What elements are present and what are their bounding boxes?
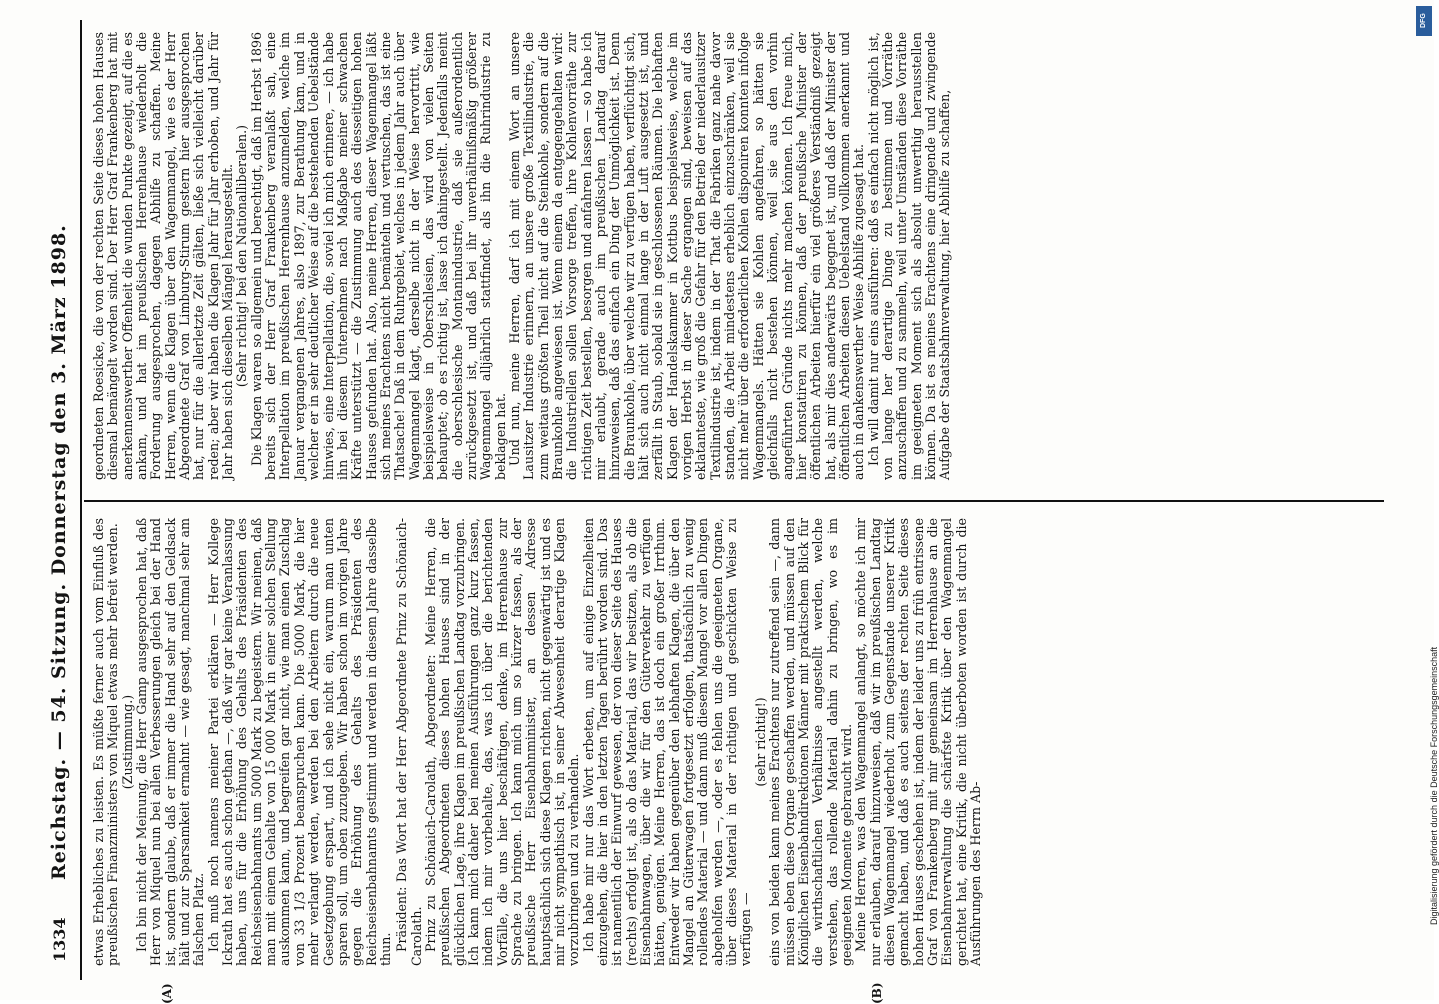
left-column (92, 518, 1382, 966)
paragraph: Ich will damit nur eins ausführen: daß es einfach nicht möglich ist, von lange her derartige Dinge zu bestimmen und Vorräthe anzuschaffen und zu sammeln, weil unter Umständen diese Vorräthe im geeigneten Moment sich als absolut unwerthig herausstellen können. Da ist es meines Erachtens eine dringende und zwingende Aufgabe der Staatsbahnverwaltung, hier Abhilfe zu schaffen, (867, 32, 953, 480)
column-rule (84, 500, 1384, 502)
page-number: 1334 (50, 917, 69, 962)
speaker-paragraph: Präsident: Das Wort hat der Herr Abgeordnete Prinz zu Schönaich-Carolath. (395, 518, 424, 966)
paragraph: Meine Herren, was den Wagenmangel anlangt, so möchte ich mir nur erlauben, darauf hinzuweisen, daß wir im preußischen Landtag diesen Wagenmangel wiederholt zum Gegenstande unserer Kritik gemacht haben, und daß es auch seitens der rechten Seite dieses hohen Hauses geschehen ist, indem der leider uns zu früh entrissene Graf von Frankenberg mit mir gemeinsam im Herrenhause an die Eisenbahnverwaltung die schärfste Kritik über den Wagenmangel gerichtet hat, eine Kritik, die nicht überboten worden ist durch die Ausführungen des Herrn Ab- (854, 518, 983, 966)
header-rule (80, 20, 82, 980)
paragraph: Ich muß noch namens meiner Partei erklären — Herr Kollege Ickrath hat es auch schon gethan —, daß wir gar keine Veranlassung haben, uns für die Erhöhung des Gehalts des Präsidenten des Reichseisenbahnamts um 5000 Mark zu begeistern. Wir meinen, daß man mit einem Gehalte von 15 000 Mark in einer solchen Stellung auskommen kann, und begreifen gar nicht, wie man einen Zuschlag von 33 1/3 Prozent beanspruchen kann. Die 5000 Mark, die hier mehr verlangt werden, werden bei den Arbeitern durch die neue Gesetzgebung erspart, und ich sehe nicht ein, warum man unten sparen soll, um oben zuzugeben. Wir haben schon im vorigen Jahre gegen die Erhöhung des Gehalts des Präsidenten des Reichseisenbahnamts gestimmt und werden in diesem Jahre dasselbe thun. (207, 518, 393, 966)
paragraph: Ich habe mir nur das Wort erbeten, um auf einige Einzelheiten einzugehen, die hier in den letzten Tagen berührt worden sind. Das ist namentlich der Einwurf gewesen, der von dieser Seite des Hauses (rechts) erfolgt ist, als ob das Material, das wir besitzen, als ob die Eisenbahnwagen, über die wir für den Güterverkehr zu verfügen hätten, genügen. Meine Herren, das ist doch ein großer Irrthum. Entweder wir haben gegenüber den lebhaften Klagen, die über den Mangel an Güterwagen fortgesetzt erfolgen, thatsächlich zu wenig rollendes Material — und dann muß diesem Mangel vor allen Dingen abgeholfen werden —, oder es fehlen uns die geeigneten Organe, über dieses Material in der richtigen und geschickten Weise zu verfügen — (582, 518, 754, 966)
paragraph: geordneten Roesicke, die von der rechten Seite dieses hohen Hauses diesmal bemängelt worden sind. Der Herr Graf Frankenberg hat mit anerkennenswerther Offenheit die wunden Punkte gezeigt, auf die es ankam, und hat im preußischen Herrenhause wiederholt die Forderung ausgesprochen, dagegen Abhilfe zu schaffen. Meine Herren, wenn die Klagen über den Wagenmangel, wie es der Herr Abgeordnete Graf von Limburg-Stirum gestern hier ausgesprochen hat, nur für die allerletzte Zeit gälten, ließe sich vielleicht darüber reden; aber wir haben die Klagen Jahr für Jahr erhoben, und Jahr für Jahr haben sich dieselben Mängel herausgestellt. (92, 32, 235, 480)
interjection: (Sehr richtig! bei den Nationalliberalen.) (235, 32, 249, 480)
digitization-credit: Digitalisierung gefördert durch die Deutsche Forschungsgemeinschaft (1429, 25, 1439, 925)
paragraph: Und nun, meine Herren, darf ich mit einem Wort an unsere Lausitzer Industrie erinnern, an unsere große Textilindustrie, die zum weitaus größten Theil nicht auf die Steinkohle, sondern auf die Braunkohle angewiesen ist. Wenn einem da entgegengehalten wird: die Industriellen sollen Vorsorge treffen, ihre Kohlenvorräthe zur richtigen Zeit bestellen, besorgen und anfahren lassen — so habe ich mir erlaubt, gerade auch im preußischen Landtag darauf hinzuweisen, daß das einfach ein Ding der Unmöglichkeit ist. Denn die Braunkohle, über welche wir zu verfügen haben, verflüchtigt sich, hält sich auch nicht einmal lange in der Luft ausgesetzt ist, und zerfällt in Staub, sobald sie in geschlossenen Räumen. Die lebhaften Klagen der Handelskammer in Kottbus beispielsweise, welche im vorigen Herbst in dieser Sache ergangen sind, beweisen auf das eklatanteste, wie groß die Gefahr für den Betrieb der niederlausitzer Textilindustrie ist, indem in der That die Fabriken ganz nahe davor standen, die Arbeit mindestens erheblich einzuschränken, weil sie nicht mehr über die erforderlichen Kohlen disponiren konnten infolge Wagenmangels. Hätten sie Kohlen angefahren, so hätten sie gleichfalls nicht bestehen können, weil sie aus den vorhin angeführten Gründe nichts mehr machen können. Ich freue mich, hier konstatiren zu können, daß der preußische Minister der öffentlichen Arbeiten hierfür ein viel größeres Verständniß gezeigt hat, als mir dies anderwärts begegnet ist, und daß der Minister der öffentlichen Arbeiten diesen Uebelstand vollkommen anerkannt und auch in dankenswerther Weise Abhilfe zugesagt hat. (508, 32, 867, 480)
interjection: (sehr richtig!) (754, 518, 768, 966)
paragraph: etwas Erhebliches zu leisten. Es müßte ferner auch vom Einfluß des preußischen Finanzministers von Miquel etwas mehr befreit werden. (92, 518, 121, 966)
paragraph: Die Klagen waren so allgemein und berechtigt, daß im Herbst 1896 bereits sich der Herr Graf Frankenberg veranlaßt sah, eine Interpellation im preußischen Herrenhause anzumelden, welche im Januar vergangenen Jahres, also 1897, zur Berathung kam, und in welcher er in sehr deutlicher Weise auf die bestehenden Uebelstände hinwies, eine Interpellation, die, soviel ich mich erinnere, — ich habe ihn bei diesem Unternehmen nach Maßgabe meiner schwachen Kräfte unterstützt — die Zustimmung auch des diesseitigen hohen Hauses gefunden hat. Also, meine Herren, dieser Wagenmangel läßt sich meines Erachtens nicht bemänteln und vertuschen, das ist eine Thatsache! Daß in dem Ruhrgebiet, welches in jedem Jahr auch über Wagenmangel klagt, derselbe nicht in der Weise hervortritt, wie beispielsweise in Oberschlesien, das wird von vielen Seiten behauptet; ob es richtig ist, lasse ich dahingestellt. Jedenfalls meint die oberschlesische Montanindustrie, daß sie außerordentlich zurückgesetzt ist, und daß bei ihr unverhältnißmäßig größerer Wagenmangel alljährlich stattfindet, als ihn die Ruhrindustrie zu beklagen hat. (250, 32, 508, 480)
header-title: Reichstag. — 54. Sitzung. Donnerstag den 3. März 1898. (48, 224, 70, 880)
digitization-credit-strip (1414, 0, 1434, 1000)
right-column (92, 32, 1382, 480)
dfg-logo: DFG (1416, 6, 1432, 36)
running-header (40, 20, 84, 980)
paragraph: eins von beiden kann meines Erachtens nur zutreffend sein —, dann müssen eben diese Organe geschaffen werden, und müssen auf den Königlichen Eisenbahndirektionen Männer mit praktischem Blick für die wirthschaftlichen Verhältnisse angestellt werden, welche verstehen, das rollende Material dahin zu bringen, wo es im geeigneten Momente gebraucht wird. (768, 518, 854, 966)
interjection: (Zustimmung.) (121, 518, 135, 966)
rotated-page (40, 20, 1400, 980)
speaker-paragraph: Prinz zu Schönaich-Carolath, Abgeordneter: Meine Herren, die preußischen Abgeordneten dieses hohen Hauses sind in der glücklichen Lage, ihre Klagen im preußischen Landtag vorzubringen. Ich kann mich daher bei meinen Ausführungen ganz kurz fassen, indem ich mir vorbehalte, das, was ich über die berichtenden Vorfälle, die uns hier beschäftigen, denke, im Herrenhause zur Sprache zu bringen. Ich kann mich um so kürzer fassen, als der preußische Herr Eisenbahnminister, an dessen Adresse hauptsächlich sich diese Klagen richten, nicht gegenwärtig ist und es mir nicht sympathisch ist, in seiner Abwesenheit derartige Klagen vorzubringen und zu verhandeln. (424, 518, 582, 966)
paragraph: Ich bin nicht der Meinung, die Herr Gamp ausgesprochen hat, daß Herr von Miquel nun bei allen Verbesserungen gleich bei der Hand ist, sondern glaube, daß er immer die Hand sehr auf den Geldsack hält und zur Sparsamkeit ermahnt — wie gesagt, manchmal sehr am falschen Platz. (135, 518, 207, 966)
margin-marker-b: (B) (870, 983, 884, 1004)
margin-marker-a: (A) (160, 983, 174, 1004)
